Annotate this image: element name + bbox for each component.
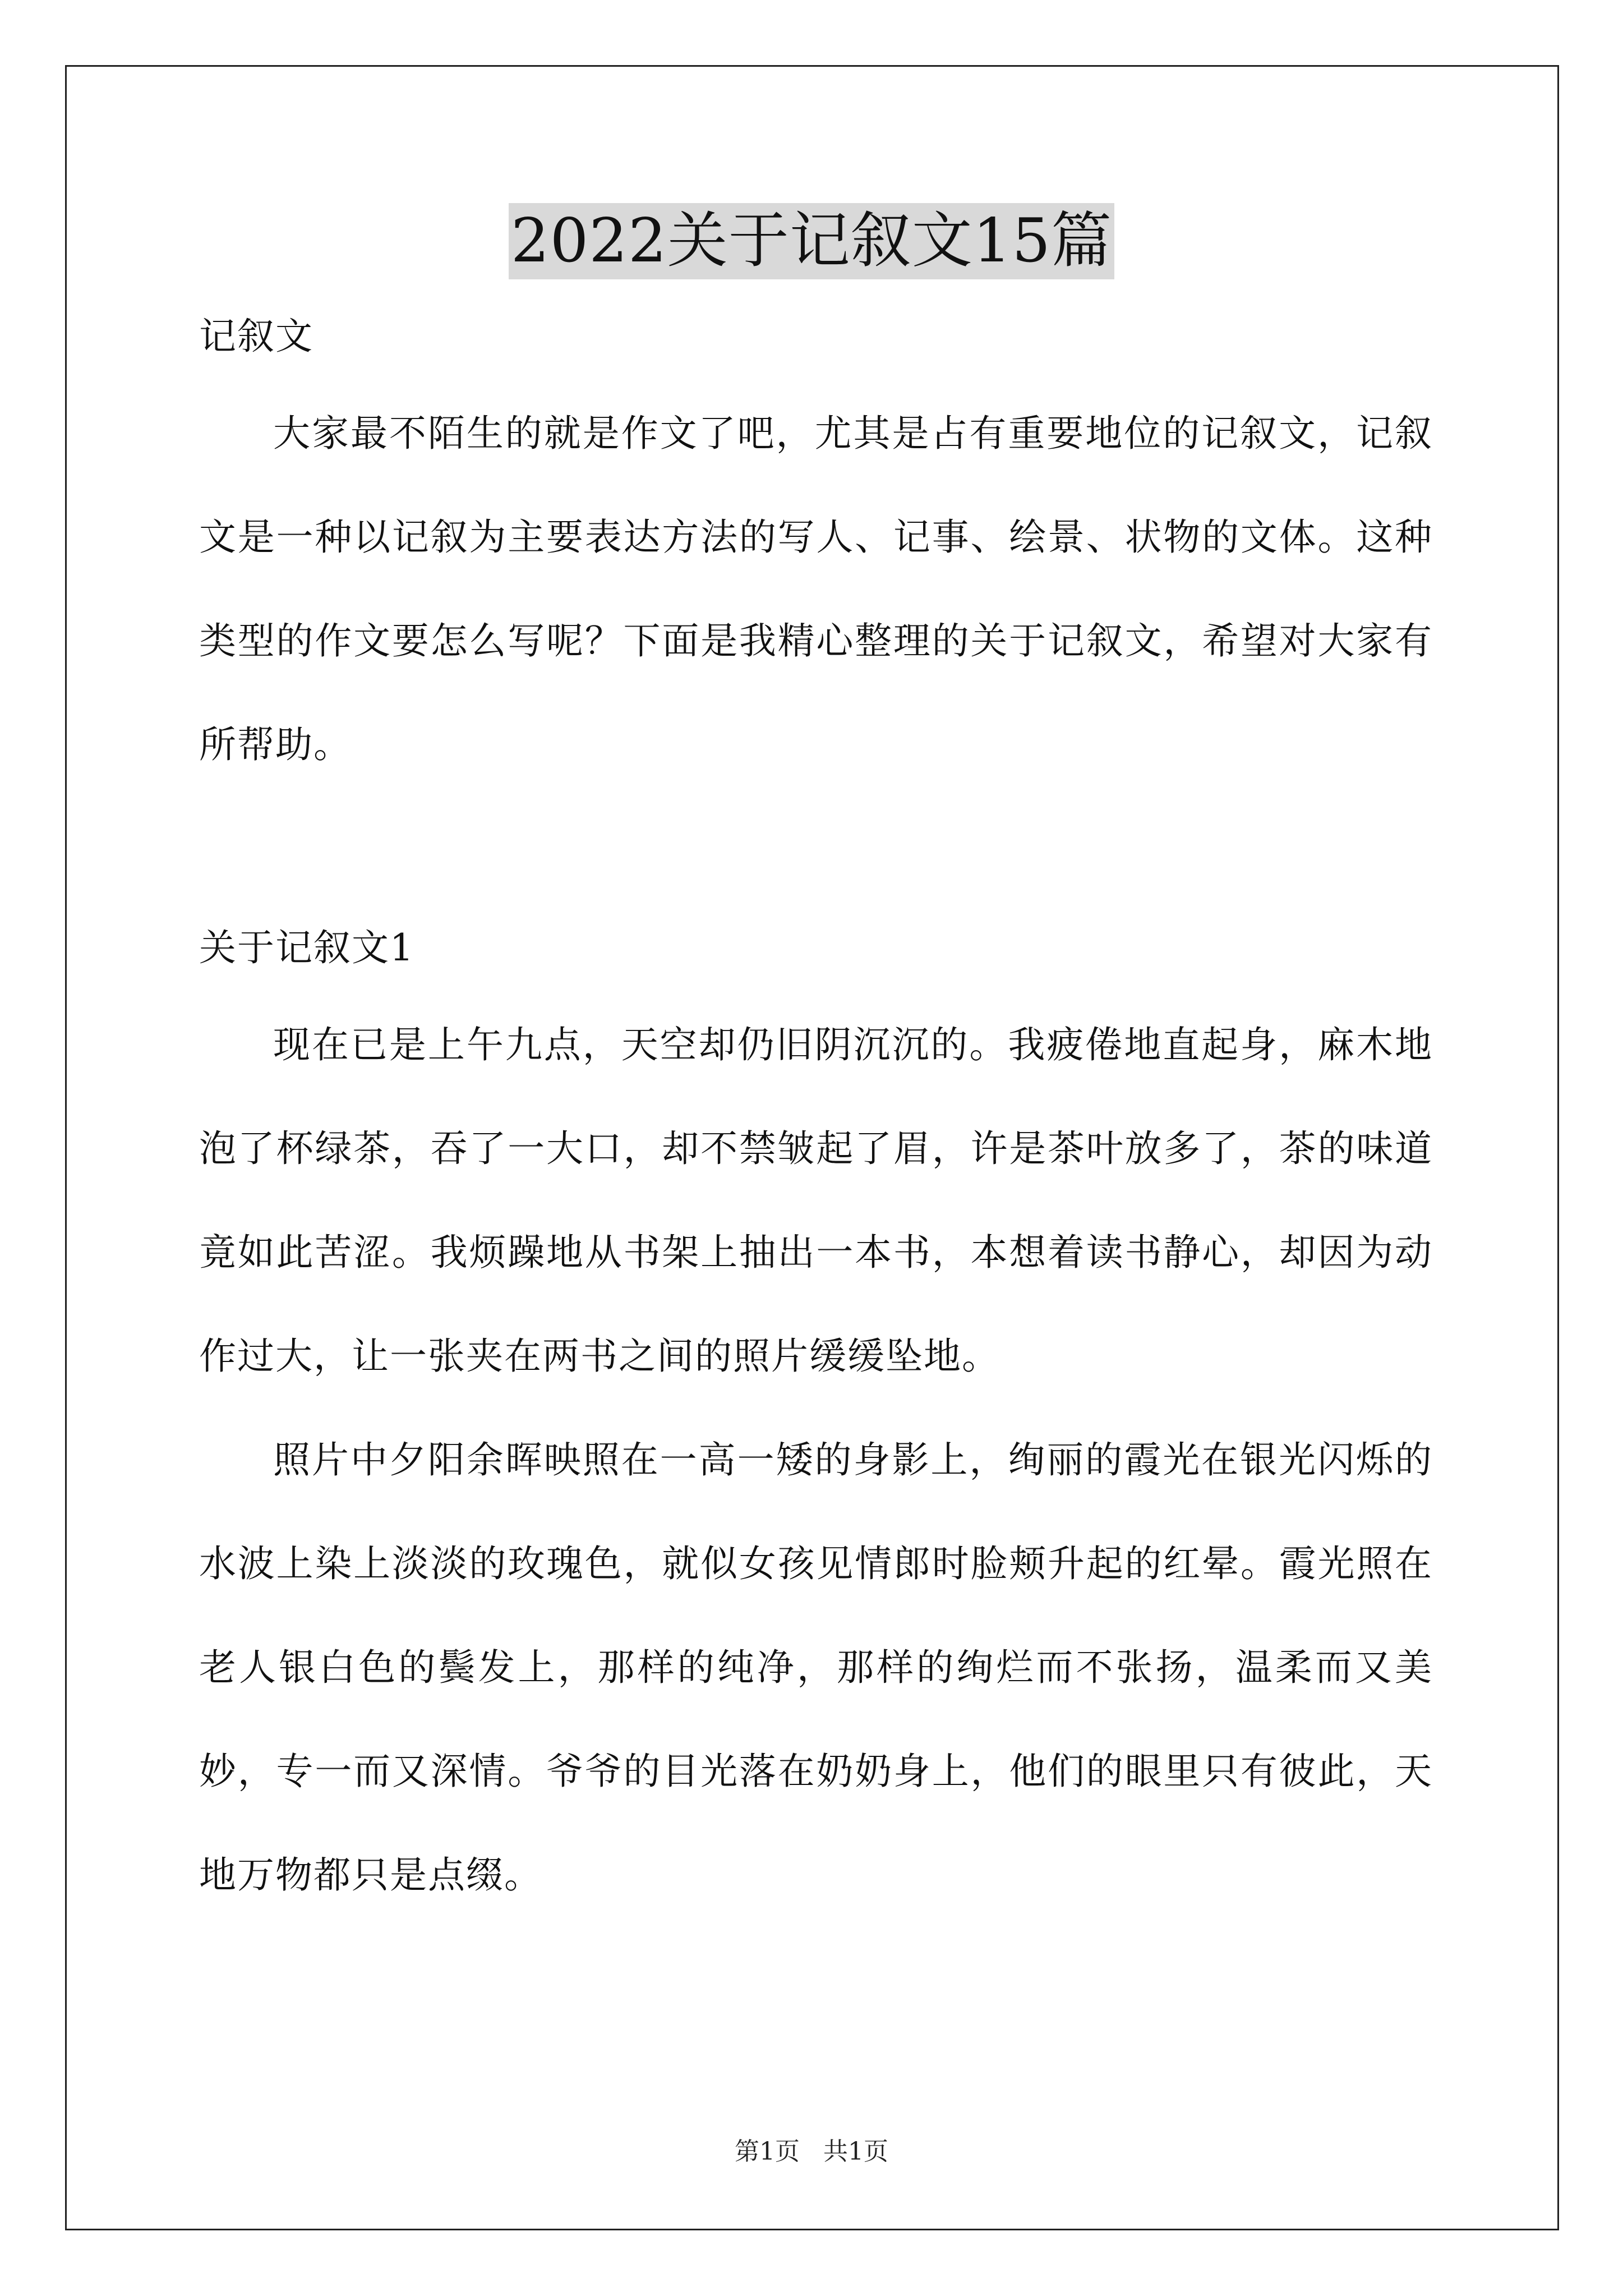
intro-label: 记叙文 — [199, 315, 313, 358]
document-title: 2022关于记叙文15篇 — [509, 203, 1114, 279]
title-container — [0, 203, 1623, 279]
page-footer — [0, 2136, 1623, 2168]
intro-paragraph: 大家最不陌生的就是作文了吧，尤其是占有重要地位的记叙文，记叙文是一种以记叙为主要表达方法的写人、记事、绘景、状物的文体。这种类型的作文要怎么写呢？下面是我精心整理的关于记叙文，希望对大家有所帮助。 — [199, 412, 1433, 766]
section-heading: 关于记叙文1 — [199, 926, 414, 969]
page-total: 共1页 — [823, 2137, 888, 2166]
section-paragraph: 现在已是上午九点，天空却仍旧阴沉沉的。我疲倦地直起身，麻木地泡了杯绿茶，吞了一大口，却不禁皱起了眉，许是茶叶放多了，茶的味道竟如此苦涩。我烦躁地从书架上抽出一本书，本想着读书静心，却因为动作过大，让一张夹在两书之间的照片缓缓坠地。 — [199, 1023, 1433, 1378]
document-body — [199, 314, 1433, 1927]
section-paragraph: 照片中夕阳余晖映照在一高一矮的身影上，绚丽的霞光在银光闪烁的水波上染上淡淡的玫瑰色，就似女孩见情郎时脸颊升起的红晕。霞光照在老人银白色的鬓发上，那样的纯净，那样的绚烂而不张扬，温柔而又美妙，专一而又深情。爷爷的目光落在奶奶身上，他们的眼里只有彼此，天地万物都只是点缀。 — [199, 1438, 1433, 1897]
page-number: 第1页 — [735, 2137, 800, 2166]
section-spacer — [199, 797, 1433, 926]
